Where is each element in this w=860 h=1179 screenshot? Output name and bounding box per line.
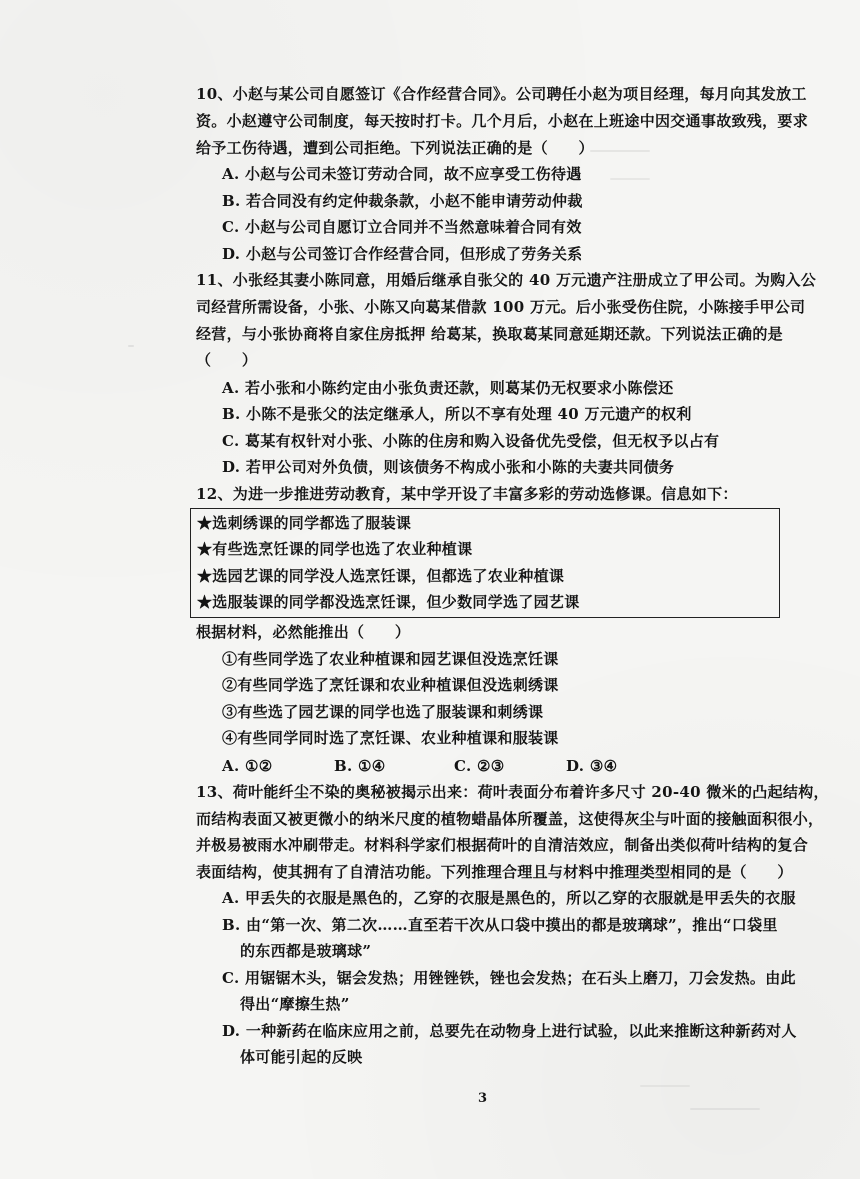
- scan-noise: [640, 1085, 690, 1087]
- q12-choice-a: A. ①②: [222, 757, 273, 775]
- q13-option-c-line-1: C. 用锯锯木头，锯会发热；用锉锉铁，锉也会发热；在石头上磨刀，刀会发热。由此: [222, 969, 796, 987]
- page-number: 3: [478, 1091, 488, 1106]
- q10-stem-line-2: 资。小赵遵守公司制度，每天按时打卡。几个月后，小赵在上班途中因交通事故致残，要求: [196, 112, 809, 130]
- q13-option-a: A. 甲丢失的衣服是黑色的，乙穿的衣服是黑色的，所以乙穿的衣服就是甲丢失的衣服: [222, 889, 796, 907]
- scan-noise: [690, 1108, 760, 1110]
- q12-info-item-3: ★选园艺课的同学没人选烹饪课，但都选了农业种植课: [197, 567, 565, 585]
- q11-option-d: D. 若甲公司对外负债，则该债务不构成小张和小陈的夫妻共同债务: [222, 458, 675, 476]
- q11-stem-line-4: （ ）: [196, 351, 258, 369]
- q11-stem-line-1: 11、小张经其妻小陈同意，用婚后继承自张父的 40 万元遗产注册成立了甲公司。为购入公: [196, 271, 817, 289]
- q12-choice-d: D. ③④: [566, 757, 618, 775]
- q10-option-d: D. 小赵与公司签订合作经营合同，但形成了劳务关系: [222, 245, 583, 263]
- q12-choice-c: C. ②③: [454, 757, 505, 775]
- scan-noise: [590, 150, 650, 152]
- q13-option-c-line-2: 得出“摩擦生热”: [240, 995, 350, 1013]
- q10-stem-line-3: 给予工伤待遇，遭到公司拒绝。下列说法正确的是（ ）: [196, 139, 594, 157]
- q10-option-c: C. 小赵与公司自愿订立合同并不当然意味着合同有效: [222, 218, 582, 236]
- q11-stem-line-3: 经营，与小张协商将自家住房抵押 给葛某，换取葛某同意延期还款。下列说法正确的是: [196, 325, 783, 343]
- q11-stem-line-2: 司经营所需设备，小张、小陈又向葛某借款 100 万元。后小张受伤住院，小陈接手甲公司: [196, 298, 806, 316]
- q13-option-b-line-2: 的东西都是玻璃球”: [240, 942, 372, 960]
- q13-stem-line-3: 并极易被雨水冲刷带走。材料科学家们根据荷叶的自清洁效应，制备出类似荷叶结构的复合: [196, 836, 809, 854]
- q13-stem-line-1: 13、荷叶能纤尘不染的奥秘被揭示出来：荷叶表面分布着许多尺寸 20-40 微米的凸起结构，: [196, 783, 829, 801]
- q12-stem: 12、为进一步推进劳动教育，某中学开设了丰富多彩的劳动选修课。信息如下：: [196, 485, 738, 503]
- q13-option-b-line-1: B. 由“第一次、第二次……直至若干次从口袋中摸出的都是玻璃球”，推出“口袋里: [222, 916, 778, 934]
- q12-info-item-2: ★有些选烹饪课的同学也选了农业种植课: [197, 540, 473, 558]
- q10-stem-line-1: 10、小赵与某公司自愿签订《合作经营合同》。公司聘任小赵为项目经理，每月向其发放工: [196, 85, 807, 103]
- q11-option-b: B. 小陈不是张父的法定继承人，所以不享有处理 40 万元遗产的权利: [222, 405, 692, 423]
- q13-stem-line-4: 表面结构，使其拥有了自清洁功能。下列推理合理且与材料中推理类型相同的是（ ）: [196, 863, 793, 881]
- q12-item-2: ②有些同学选了烹饪课和农业种植课但没选刺绣课: [222, 676, 559, 694]
- q11-option-a: A. 若小张和小陈约定由小张负责还款，则葛某仍无权要求小陈偿还: [222, 379, 674, 397]
- q12-choice-b: B. ①④: [334, 757, 386, 775]
- q12-item-4: ④有些同学同时选了烹饪课、农业种植课和服装课: [222, 729, 559, 747]
- q12-info-item-4: ★选服装课的同学都没选烹饪课，但少数同学选了园艺课: [197, 593, 580, 611]
- q13-stem-line-2: 而结构表面又被更微小的纳米尺度的植物蜡晶体所覆盖，这使得灰尘与叶面的接触面积很小，: [196, 810, 824, 828]
- q13-option-d-line-1: D. 一种新药在临床应用之前，总要先在动物身上进行试验，以此来推断这种新药对人: [222, 1022, 797, 1040]
- q12-info-box: [190, 508, 780, 618]
- q12-info-item-1: ★选刺绣课的同学都选了服装课: [197, 514, 412, 532]
- q10-option-b: B. 若合同没有约定仲裁条款，小赵不能申请劳动仲裁: [222, 192, 583, 210]
- q12-item-3: ③有些选了园艺课的同学也选了服装课和刺绣课: [222, 703, 544, 721]
- q10-option-a: A. 小赵与公司未签订劳动合同，故不应享受工伤待遇: [222, 165, 582, 183]
- q12-item-1: ①有些同学选了农业种植课和园艺课但没选烹饪课: [222, 650, 559, 668]
- scan-noise: [128, 345, 134, 347]
- q13-option-d-line-2: 体可能引起的反映: [240, 1048, 363, 1066]
- scan-noise: [610, 178, 650, 180]
- q11-option-c: C. 葛某有权针对小张、小陈的住房和购入设备优先受偿，但无权予以占有: [222, 432, 720, 450]
- q12-prompt: 根据材料，必然能推出（ ）: [196, 623, 411, 641]
- q12-choices: [222, 755, 617, 777]
